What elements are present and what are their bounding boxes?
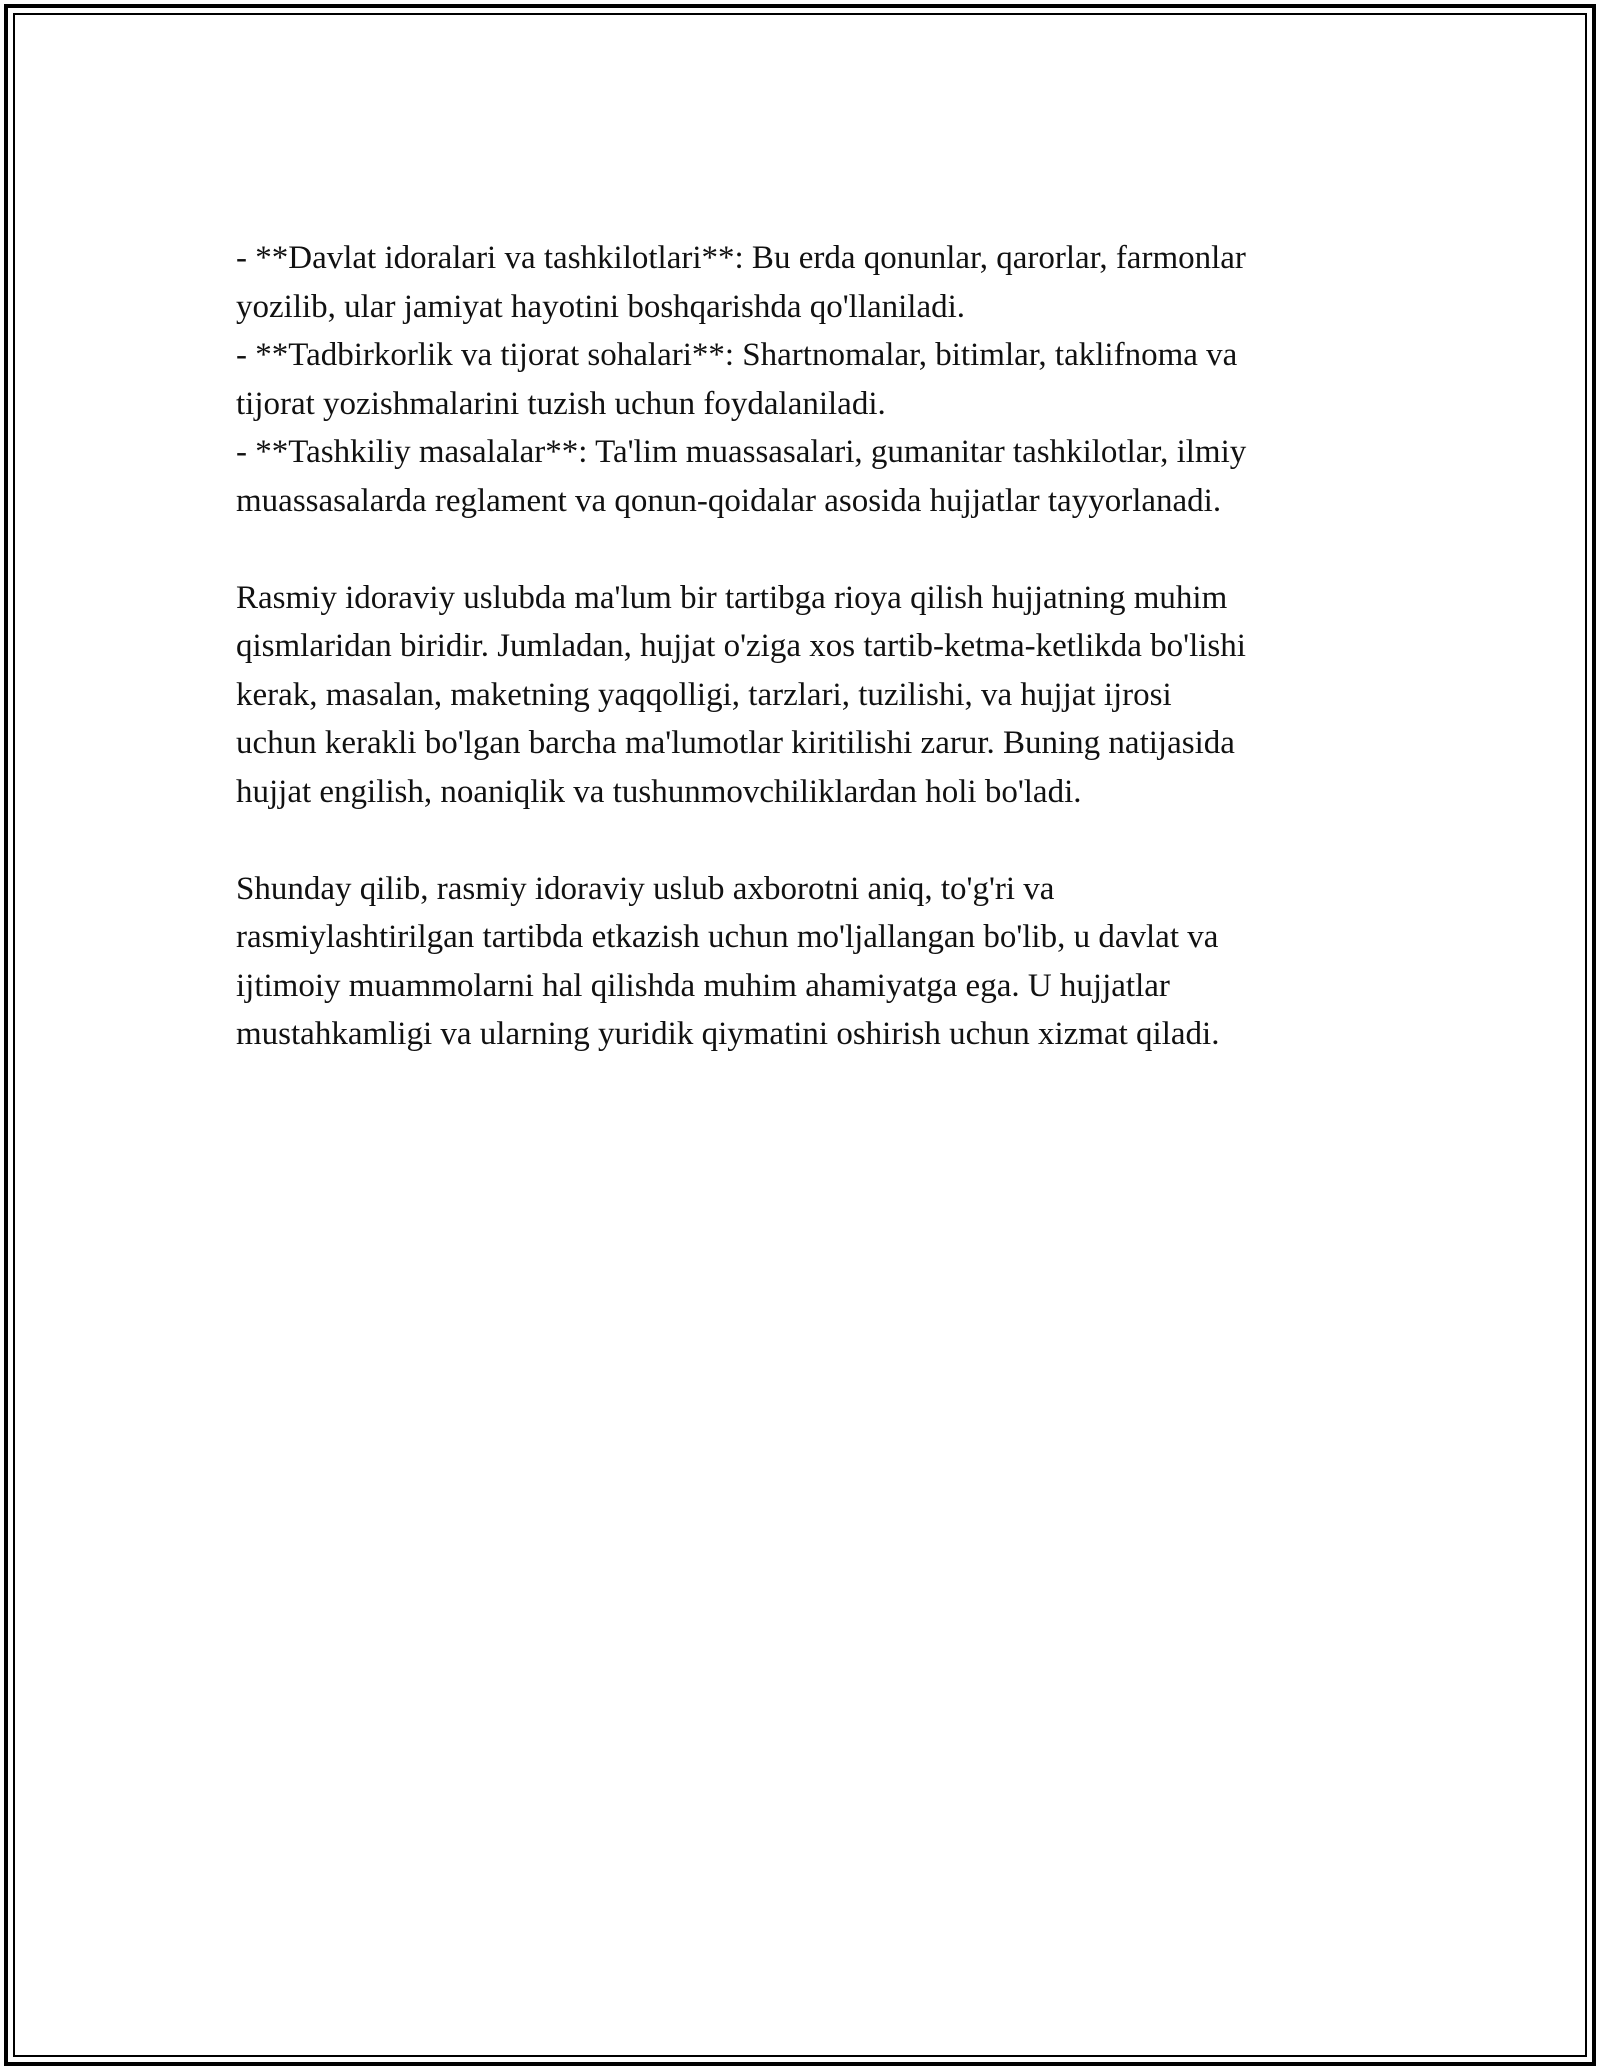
text-line: Rasmiy idoraviy uslubda ma'lum bir tartibga rioya qilish hujjatning muhim xyxy=(236,579,1228,616)
bullet-item-tadbirkorlik xyxy=(236,331,1386,428)
text-line: qismlaridan biridir. Jumladan, hujjat o'ziga xos tartib-ketma-ketlikda bo'lishi xyxy=(236,628,1246,664)
paragraph-xulosa xyxy=(236,865,1386,1059)
text-line: hujjat engilish, noaniqlik va tushunmovchiliklardan holi bo'ladi. xyxy=(236,773,1082,810)
text-line: yozilib, ular jamiyat hayotini boshqarishda qo'llaniladi. xyxy=(236,288,966,325)
text-line: - **Davlat idoralari va tashkilotlari**: Bu erda qonunlar, qarorlar, farmonlar xyxy=(236,240,1246,276)
text-line: mustahkamligi va ularning yuridik qiymatini oshirish uchun xizmat qiladi. xyxy=(236,1016,1220,1052)
text-line: kerak, masalan, maketning yaqqolligi, tarzlari, tuzilishi, va hujjat ijrosi xyxy=(236,676,1172,713)
text-line: tijorat yozishmalarini tuzish uchun foydalaniladi. xyxy=(236,385,886,422)
text-line: rasmiylashtirilgan tartibda etkazish uchun mo'ljallangan bo'lib, u davlat va xyxy=(236,919,1219,955)
text-line: - **Tashkiliy masalalar**: Ta'lim muassasalari, gumanitar tashkilotlar, ilmiy xyxy=(236,434,1247,470)
text-line: muassasalarda reglament va qonun-qoidalar asosida hujjatlar tayyorlanadi. xyxy=(236,482,1222,519)
text-line: Shunday qilib, rasmiy idoraviy uslub axborotni aniq, to'g'ri va xyxy=(236,870,1055,907)
document-body xyxy=(236,234,1386,1059)
bullet-list xyxy=(236,234,1386,525)
text-line: ijtimoiy muammolarni hal qilishda muhim ahamiyatga ega. U hujjatlar xyxy=(236,967,1170,1004)
text-line: - **Tadbirkorlik va tijorat sohalari**: Shartnomalar, bitimlar, taklifnoma va xyxy=(236,337,1238,373)
paragraph-rasmiy-tartib xyxy=(236,574,1386,817)
text-line: uchun kerakli bo'lgan barcha ma'lumotlar kiritilishi zarur. Buning natijasida xyxy=(236,725,1235,761)
bullet-item-davlat xyxy=(236,234,1386,331)
bullet-item-tashkiliy xyxy=(236,428,1386,525)
